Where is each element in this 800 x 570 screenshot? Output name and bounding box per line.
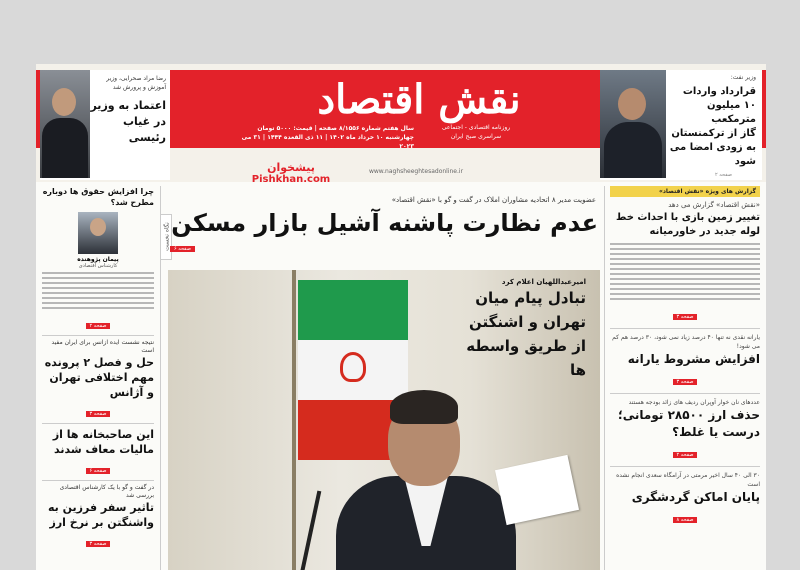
overlay-headline-line: تبادل پیام میان (475, 289, 586, 307)
mast-right-headline (668, 85, 756, 169)
watermark-en: Pishkhan.com (251, 174, 331, 185)
story-kicker: در گفت و گو با یک کارشناس اقتصادی بررسی شد (59, 484, 154, 499)
face-shape (90, 218, 106, 236)
overlay-headline-line: تهران و اشنگتن (469, 313, 586, 331)
paper-in-hand (495, 455, 579, 525)
story-headline: پایان اماکن گردشگری (631, 490, 760, 504)
flag-emblem (340, 352, 366, 382)
story-headline: افزایش مشروط یارانه (627, 352, 760, 366)
special-reports-band: گزارش های ویژه «نقش اقتصاد» (610, 186, 760, 197)
story-farzin[interactable] (42, 480, 154, 549)
story-salaries[interactable] (42, 186, 154, 331)
story-subsidy[interactable] (610, 328, 760, 387)
newspaper-front-page (36, 64, 766, 570)
story-kicker: نتیجه نشست ایده ازانس برای ایران مفید است (51, 339, 154, 354)
newspaper-logo: نقش اقتصاد (317, 76, 521, 123)
story-body-text (610, 243, 760, 300)
story-headline: تغییر زمین بازی با احداث خط لوله جدید در خاورمیانه (616, 212, 760, 237)
story-kicker: «نقش اقتصاد» گزارش می دهد (668, 201, 760, 209)
watermark (236, 162, 346, 185)
mast-right-text (668, 74, 756, 169)
text-line (610, 243, 760, 245)
story-headline: حل و فصل ۲ پرونده مهم اختلافی تهران و آژانس (44, 356, 154, 399)
author-name: پیمان پژوهنده (77, 256, 119, 263)
face-shape (52, 88, 76, 116)
author-role: کارشناس اقتصادی (78, 263, 118, 269)
headline-line: گاز از ترکمنستان (671, 128, 756, 139)
tab-label: نگاه نخست (163, 222, 171, 251)
masthead-story-left[interactable] (40, 70, 170, 180)
story-kicker: ۳۰ الی ۴۰ سال اخیر مرمتی در آرامگاه سعدی انجام نشده است (616, 472, 760, 488)
page-tag: صفحه ۳ (86, 411, 111, 417)
text-line (42, 282, 154, 284)
story-headline: این صاحبخانه ها از مالیات معاف شدند (52, 428, 154, 456)
page-tag: صفحه ۶ (86, 468, 111, 474)
page-tag: صفحه ۲ (673, 452, 698, 458)
page-tag: صفحه ۳ (673, 379, 698, 385)
logo-tagline: روزنامه اقتصادی - اجتماعی (441, 124, 511, 131)
mast-left-headline (90, 98, 166, 146)
headline-line: رئیسی (128, 131, 166, 144)
text-line (610, 263, 760, 265)
face-shape (618, 88, 646, 120)
mast-right-kicker: وزیر نفت: (730, 74, 756, 81)
headline-line: در غیاب (123, 115, 166, 128)
logo-tagline-2: سراسری صبح ایران (450, 133, 502, 140)
text-line (610, 258, 760, 260)
story-headline: تاثیر سفر فرزین به واشنگتن بر نرخ ارز (48, 501, 154, 529)
overlay-headline-line: از طریق واسطه ها (466, 337, 586, 379)
text-line (42, 292, 154, 294)
page-tag: صفحه ۳ (86, 541, 111, 547)
left-column (36, 186, 160, 570)
page-tag: صفحه ۲ (86, 323, 111, 329)
text-line (610, 288, 760, 290)
mast-left-kicker: رضا مراد صحرایی، وزیر آموزش و پرورش شد (106, 75, 166, 91)
flag-white-stripe (298, 340, 408, 400)
issue-info (234, 124, 414, 151)
text-line (610, 248, 760, 250)
headline-line: به زودی امضا می شود (669, 142, 756, 167)
story-kicker: امیرعبداللهیان اعلام کرد (501, 278, 586, 286)
suit-shape (604, 122, 662, 178)
issue-line-2: چهارشنبه ۱۰ خرداد ماه ۱۴۰۲ | ۱۱ ذی القعده ۱۴۴۴ | ۳۱ می ۲۰۲۳ (241, 134, 414, 150)
page-reference: صفحه ۲ (715, 172, 732, 178)
main-headline[interactable]: عدم نظارت پاشنه آشیل بازار مسکن (171, 209, 598, 237)
page-tag: صفحه ۸ (673, 517, 698, 523)
author-photo (78, 212, 118, 254)
speaker-hair (390, 390, 458, 424)
masthead-story-right[interactable] (600, 70, 762, 180)
text-line (610, 278, 760, 280)
text-line (610, 283, 760, 285)
text-line (610, 298, 760, 300)
text-line (610, 253, 760, 255)
story-tourism[interactable] (610, 466, 760, 525)
watermark-fa: پیشخوان (267, 161, 315, 174)
story-currency[interactable] (610, 393, 760, 460)
text-line (42, 277, 154, 279)
issue-line-1: سال هفتم شماره ۸/۱۵۵۶ صفحه | قیمت: ۵۰۰۰ تومان (257, 125, 414, 132)
flag-green-stripe (298, 280, 408, 340)
center-column (164, 186, 604, 570)
headline-line: اعتماد به وزیر (90, 99, 166, 112)
headline-line: ۱۰ میلیون مترمکعب (707, 100, 756, 125)
suit-shape (42, 118, 88, 178)
story-landlords[interactable] (42, 423, 154, 476)
right-column (604, 186, 766, 570)
story-kicker: یارانه نقدی نه تنها ۴۰ درصد زیاد نمی شود، ۳۰ درصد هم کم می شود! (612, 334, 760, 350)
mast-left-text (90, 74, 166, 146)
flag-pole (292, 270, 296, 570)
masthead (36, 64, 766, 185)
text-line (610, 293, 760, 295)
website-url[interactable]: www.naghsheeghtesadonline.ir (368, 168, 464, 175)
text-line (42, 287, 154, 289)
page-tag: صفحه ۶ (170, 246, 195, 252)
education-minister-photo (40, 70, 90, 178)
text-line (42, 297, 154, 299)
microphone (299, 491, 322, 570)
story-headline: حذف ارز ۲۸۵۰۰ تومانی؛ درست یا غلط؟ (617, 408, 760, 439)
oil-minister-photo (600, 70, 666, 178)
text-line (42, 272, 154, 274)
text-line (42, 302, 154, 304)
text-line (610, 273, 760, 275)
story-pipeline[interactable] (610, 201, 760, 322)
hero-photo[interactable] (168, 270, 600, 570)
main-subdeck: عضویت مدیر ۸ اتحادیه مشاوران املاک در گفت و گو با «نقش اقتصاد» (391, 196, 596, 204)
story-iaea[interactable] (42, 335, 154, 419)
photo-overlay-story[interactable] (446, 278, 586, 382)
text-line (610, 268, 760, 270)
page-tag: صفحه ۳ (673, 314, 698, 320)
story-kicker: عددهای نان خوار آوپران ردیف های زائد بودجه هستند (628, 399, 760, 406)
headline-line: قرارداد واردات (682, 86, 756, 97)
story-headline: چرا افزایش حقوق ها دوباره مطرح شد؟ (42, 187, 154, 207)
text-line (42, 307, 154, 309)
